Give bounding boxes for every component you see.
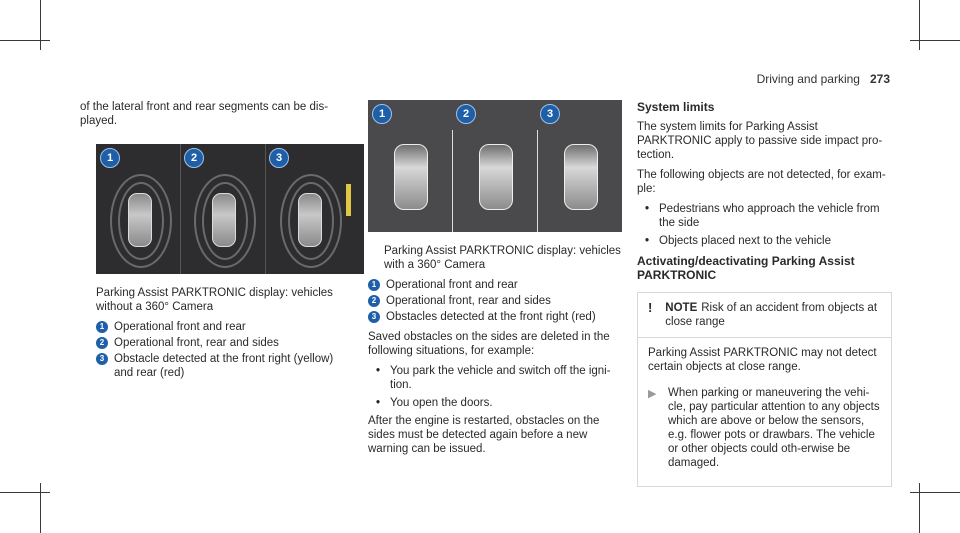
list-item: 2 Operational front, rear and sides: [96, 336, 355, 350]
obstacle-indicator: [346, 184, 351, 216]
crop-mark: [40, 483, 41, 533]
crop-mark: [919, 483, 920, 533]
section-heading: System limits: [637, 100, 715, 114]
parktronic-figure-360-camera: [368, 100, 622, 232]
note-instruction: ▶ When parking or maneuvering the vehi-cle, pay particular attention to any objects which are above or below the sensors, e.g. flower pots or drawbars. The vehicle or other objects could oth-erwise be damaged.: [648, 387, 880, 469]
number-badge: 2: [368, 295, 380, 307]
crop-mark: [919, 0, 920, 50]
note-paragraph: Parking Assist PARKTRONIC may not detect certain objects at close range.: [648, 347, 877, 373]
figure-caption-block: [368, 244, 623, 272]
figure-caption: Parking Assist PARKTRONIC display: vehicles without a 360° Camera: [96, 287, 333, 313]
play-arrow-icon: ▶: [648, 388, 657, 400]
crop-mark: [0, 492, 50, 493]
section-heading: Activating/deactivating Parking Assist PARKTRONIC: [637, 254, 855, 282]
car-icon: [479, 144, 513, 210]
note-title-text: Risk of an accident from objects at close range: [665, 302, 878, 328]
page-header: [757, 72, 890, 86]
paragraph: The system limits for Parking Assist PARKTRONIC apply to passive side impact pro-tection.: [637, 121, 883, 161]
page-number: 273: [869, 72, 890, 86]
number-badge: 1: [96, 321, 108, 333]
car-icon: [212, 193, 236, 247]
paragraph: The following objects are not detected, for exam-ple:: [637, 169, 886, 195]
section-title: Driving and parking: [756, 72, 860, 86]
car-icon: [564, 144, 598, 210]
figure-badge: 3: [269, 148, 289, 168]
figure-badge: 3: [540, 104, 560, 124]
note-box: [637, 292, 892, 487]
figure-caption-block: [80, 286, 355, 380]
crop-mark: [910, 492, 960, 493]
number-badge: 3: [96, 353, 108, 365]
bullet-item: • You open the doors.: [376, 397, 493, 409]
lane-line: [537, 130, 538, 232]
list-item: 3 Obstacle detected at the front right (yellow) and rear (red): [96, 352, 355, 380]
number-badge: 2: [96, 337, 108, 349]
paragraph: After the engine is restarted, obstacles on the sides must be detected again before a new warning can be issued.: [368, 415, 600, 455]
column-3: [637, 100, 892, 487]
list-item: 2 Operational front, rear and sides: [368, 294, 623, 308]
bullet-item: • Objects placed next to the vehicle: [645, 235, 831, 247]
parktronic-figure-no-camera: [96, 144, 364, 274]
list-item: 1 Operational front and rear: [368, 278, 623, 292]
exclamation-icon: !: [648, 300, 653, 315]
lane-line: [452, 130, 453, 232]
number-badge: 3: [368, 311, 380, 323]
list-item: 1 Operational front and rear: [96, 320, 355, 334]
figure-badge: 2: [456, 104, 476, 124]
column-1: [80, 100, 355, 382]
number-badge: 1: [368, 279, 380, 291]
car-icon: [298, 193, 322, 247]
crop-mark: [0, 40, 50, 41]
figure-badge: 1: [372, 104, 392, 124]
note-body: [638, 338, 891, 486]
figure-badge: 2: [184, 148, 204, 168]
figure-caption: Parking Assist PARKTRONIC display: vehicles with a 360° Camera: [384, 245, 621, 271]
bullet-item: • You park the vehicle and switch off the igni-tion.: [376, 365, 611, 391]
car-icon: [394, 144, 428, 210]
crop-mark: [910, 40, 960, 41]
column-2: [368, 100, 623, 462]
crop-mark: [40, 0, 41, 50]
note-title: NOTE: [665, 302, 698, 314]
bullet-item: • Pedestrians who approach the vehicle from the side: [645, 203, 880, 229]
intro-text: of the lateral front and rear segments can be dis-played.: [80, 101, 329, 127]
figure-badge: 1: [100, 148, 120, 168]
list-item: 3 Obstacles detected at the front right (red): [368, 310, 623, 324]
car-icon: [128, 193, 152, 247]
paragraph: Saved obstacles on the sides are deleted in the following situations, for example:: [368, 331, 610, 357]
note-header: [638, 293, 891, 338]
